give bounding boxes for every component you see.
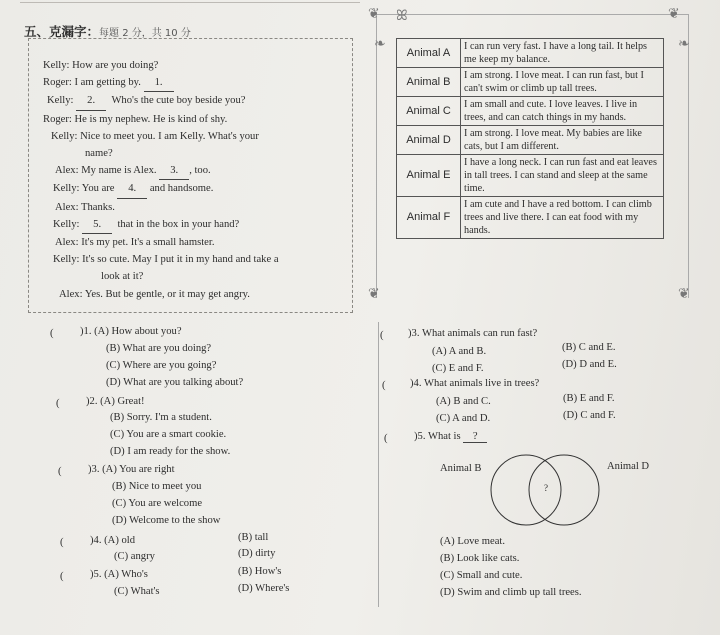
option-c: (C) You are a smart cookie. <box>110 429 227 440</box>
table-row <box>397 155 664 197</box>
animal-desc: I am cute and I have a red bottom. I can climb trees and live there. I can eat food with my hands. <box>461 197 664 239</box>
question-number: )4. <box>90 535 102 546</box>
speaker: Alex: <box>59 288 83 300</box>
question-r3 <box>408 328 537 339</box>
option-a: (A) Great! <box>100 396 145 407</box>
answer-paren[interactable]: ( <box>58 466 62 477</box>
blank-3: 3. <box>159 162 189 180</box>
option-b: (B) How's <box>238 566 282 577</box>
dialog-line <box>43 251 340 268</box>
speaker: Kelly: <box>47 95 74 107</box>
line-text: Thanks. <box>81 201 115 213</box>
question-3 <box>88 464 175 475</box>
line-text: It's so cute. May I put it in my hand and take a <box>82 254 279 266</box>
animal-name: Animal F <box>397 197 461 239</box>
table-row <box>397 197 664 239</box>
line-text: and handsome. <box>149 183 214 195</box>
line-text: look at it? <box>101 271 144 283</box>
speaker: Alex: <box>55 237 79 249</box>
venn-label-right: Animal D <box>607 461 650 472</box>
speaker: Kelly: <box>53 218 80 230</box>
line-text: that in the box in your hand? <box>117 218 240 230</box>
speaker: Kelly: <box>53 183 80 195</box>
option-c: (C) What's <box>114 586 160 597</box>
answer-paren[interactable]: ( <box>384 433 388 444</box>
option-d: (D) Where's <box>238 583 290 594</box>
venn-question-mark: ? <box>544 483 548 493</box>
answer-paren[interactable]: ( <box>56 398 60 409</box>
dialog-line <box>43 234 340 251</box>
dialog-line <box>43 57 340 74</box>
answer-paren[interactable]: ( <box>60 571 64 582</box>
option-a: (A) Who's <box>104 569 148 580</box>
animal-name: Animal A <box>397 39 461 68</box>
table-row <box>397 97 664 126</box>
question-stem: What is <box>427 431 461 442</box>
question-number: )4. <box>410 378 422 389</box>
option-c: (C) angry <box>114 551 155 562</box>
line-text: I am getting by. <box>74 77 141 89</box>
option-a: (A) Love meat. <box>440 536 506 547</box>
animal-name: Animal B <box>397 68 461 97</box>
option-b: (B) What are you doing? <box>106 343 212 354</box>
option-c: (C) A and D. <box>436 413 491 424</box>
option-c: (C) Small and cute. <box>440 570 523 581</box>
speaker: Alex: <box>55 201 79 213</box>
frame-top-line <box>376 14 688 15</box>
option-d: (D) Welcome to the show <box>112 515 221 526</box>
table-row <box>397 68 664 97</box>
column-divider <box>378 322 379 607</box>
line-text: How are you doing? <box>72 60 159 71</box>
animal-desc: I am strong. I love meat. I can run fast, but I can't swim or climb up tall trees. <box>461 68 664 97</box>
option-a: (A) old <box>104 535 136 546</box>
venn-label-left: Animal B <box>440 463 482 474</box>
blank-4: 4. <box>117 180 147 198</box>
flourish-icon: ❦ <box>368 7 380 22</box>
question-number: )3. <box>408 328 420 339</box>
option-d: (D) What are you talking about? <box>106 377 244 388</box>
blank-question: ? <box>463 431 487 443</box>
animal-desc: I am strong. I love meat. My babies are like cats, but I am different. <box>461 126 664 155</box>
option-d: (D) C and F. <box>563 410 616 421</box>
dialog-box <box>28 38 353 313</box>
option-b: (B) Sorry. I'm a student. <box>110 412 212 423</box>
line-text: name? <box>85 148 113 160</box>
dialog-line <box>43 92 340 110</box>
question-number: )1. <box>80 326 92 337</box>
animal-name: Animal C <box>397 97 461 126</box>
dialog-line <box>43 162 340 180</box>
option-c: (C) Where are you going? <box>106 360 217 371</box>
table-row <box>397 126 664 155</box>
option-d: (D) D and E. <box>562 359 617 370</box>
blank-1: 1. <box>144 74 174 92</box>
dialog-line <box>43 145 340 162</box>
line-text: You are <box>81 183 115 195</box>
option-b: (B) tall <box>238 532 269 543</box>
question-r4 <box>410 378 539 389</box>
dialog-line <box>43 74 340 92</box>
answer-paren[interactable]: ( <box>50 328 54 339</box>
section-score-note: 每題 2 分，共 10 分 <box>99 28 191 39</box>
option-c: (C) You are welcome <box>112 498 203 509</box>
animal-name: Animal E <box>397 155 461 197</box>
question-stem: What animals can run fast? <box>421 328 538 339</box>
blank-2: 2. <box>76 92 106 110</box>
blank-5: 5. <box>82 216 112 234</box>
venn-circle-left <box>491 455 561 525</box>
top-rule <box>20 2 360 3</box>
dialog-line <box>43 180 340 198</box>
dialog-line <box>43 216 340 234</box>
answer-paren[interactable]: ( <box>60 537 64 548</box>
question-number: )2. <box>86 396 98 407</box>
option-d: (D) Swim and climb up tall trees. <box>440 587 582 598</box>
dialog-line <box>43 199 340 216</box>
venn-circle-right <box>529 455 599 525</box>
question-r5 <box>414 431 487 443</box>
line-text: Nice to meet you. I am Kelly. What's your <box>80 130 259 142</box>
flourish-icon: ❦ <box>678 287 690 302</box>
frame-left-line <box>376 14 377 298</box>
question-5 <box>90 569 148 580</box>
line-text: , too. <box>189 165 211 177</box>
section-title-text: 五、克漏字： <box>24 24 100 39</box>
question-2 <box>86 396 145 407</box>
question-4 <box>90 535 135 546</box>
line-text: My name is Alex. <box>81 165 157 177</box>
option-a: (A) B and C. <box>436 396 491 407</box>
speaker: Kelly: <box>51 130 78 142</box>
animal-desc: I can run very fast. I have a long tail. It helps me keep my balance. <box>461 39 664 68</box>
answer-paren[interactable]: ( <box>380 330 384 341</box>
flourish-icon: ꕤ <box>396 9 408 24</box>
question-number: )5. <box>414 431 426 442</box>
line-text: He is my nephew. He is kind of shy. <box>74 113 228 125</box>
question-1 <box>80 326 182 337</box>
dialog-line <box>43 286 340 303</box>
line-text: Who's the cute boy beside you? <box>111 95 246 107</box>
flourish-icon: ❧ <box>678 37 690 52</box>
speaker: Alex: <box>55 165 79 177</box>
option-a: (A) You are right <box>102 464 175 475</box>
question-stem: What animals live in trees? <box>423 378 540 389</box>
dialog-line <box>43 128 340 145</box>
option-b: (B) Look like cats. <box>440 553 520 564</box>
option-d: (D) I am ready for the show. <box>110 446 231 457</box>
flourish-icon: ❦ <box>368 287 380 302</box>
question-number: )5. <box>90 569 102 580</box>
speaker: Kelly: <box>53 254 80 266</box>
option-b: (B) Nice to meet you <box>112 481 202 492</box>
flourish-icon: ❧ <box>374 37 386 52</box>
table-row <box>397 39 664 68</box>
option-a: (A) How about you? <box>94 326 182 337</box>
option-c: (C) E and F. <box>432 363 484 374</box>
answer-paren[interactable]: ( <box>382 380 386 391</box>
option-b: (B) E and F. <box>563 393 615 404</box>
speaker: Kelly: <box>43 60 70 71</box>
animal-desc: I have a long neck. I can run fast and eat leaves in tall trees. I can stand and sleep at the same time. <box>461 155 664 197</box>
dialog-line <box>43 268 340 285</box>
flourish-icon: ❦ <box>668 7 680 22</box>
option-b: (B) C and E. <box>562 342 616 353</box>
animal-desc: I am small and cute. I love leaves. I live in trees, and can catch things in my hands. <box>461 97 664 126</box>
speaker: Roger: <box>43 113 72 125</box>
option-d: (D) dirty <box>238 548 276 559</box>
option-a: (A) A and B. <box>432 346 487 357</box>
question-number: )3. <box>88 464 100 475</box>
line-text: Yes. But be gentle, or it may get angry. <box>84 288 250 300</box>
animal-name: Animal D <box>397 126 461 155</box>
dialog-line <box>43 111 340 128</box>
animal-table <box>396 38 664 239</box>
speaker: Roger: <box>43 77 72 89</box>
line-text: It's my pet. It's a small hamster. <box>81 237 215 249</box>
frame-right-line <box>688 14 689 298</box>
